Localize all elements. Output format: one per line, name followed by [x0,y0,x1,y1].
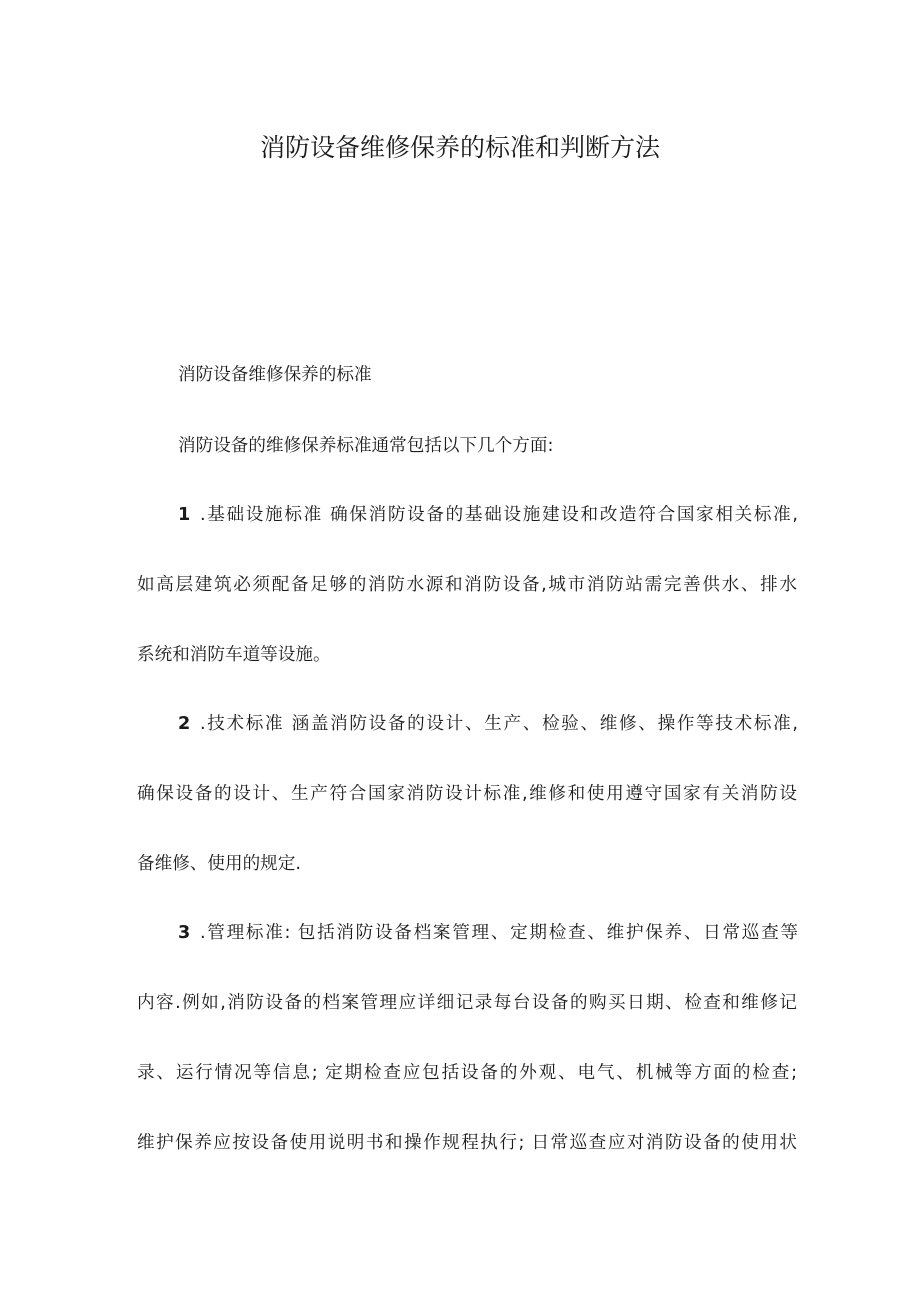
list-item-1-line-2: 如高层建筑必须配备足够的消防水源和消防设备,城市消防站需完善供水、排水 [137,575,797,595]
section-heading: 消防设备维修保养的标准 [178,365,372,385]
list-item-2-line-2: 确保设备的设计、生产符合国家消防设计标准,维修和使用遵守国家有关消防设 [137,784,797,804]
list-item-2-line-1 [178,709,798,739]
list-item-text: .基础设施标准 确保消防设备的基础设施建设和改造符合国家相关标准, [200,505,798,525]
list-item-1-line-3: 系统和消防车道等设施。 [137,645,331,665]
list-item-3-line-4: 维护保养应按设备使用说明书和操作规程执行; 日常巡查应对消防设备的使用状 [137,1133,797,1153]
list-item-3-line-1 [178,918,798,948]
list-item-text: .技术标准 涵盖消防设备的设计、生产、检验、维修、操作等技术标准, [200,714,798,734]
list-item-number: 3 [178,923,191,943]
list-item-3-line-3: 录、运行情况等信息; 定期检查应包括设备的外观、电气、机械等方面的检查; [137,1063,797,1083]
list-item-1-line-1 [178,500,798,530]
list-item-number: 2 [178,714,191,734]
list-item-text: .管理标准: 包括消防设备档案管理、定期检查、维护保养、日常巡查等 [200,923,798,943]
list-item-3-line-2: 内容.例如,消防设备的档案管理应详细记录每台设备的购买日期、检查和维修记 [137,993,797,1013]
list-item-2-line-3: 备维修、使用的规定. [137,854,301,874]
list-item-number: 1 [178,505,191,525]
document-title: 消防设备维修保养的标准和判断方法 [259,133,660,162]
intro-paragraph: 消防设备的维修保养标准通常包括以下几个方面: [178,436,554,456]
